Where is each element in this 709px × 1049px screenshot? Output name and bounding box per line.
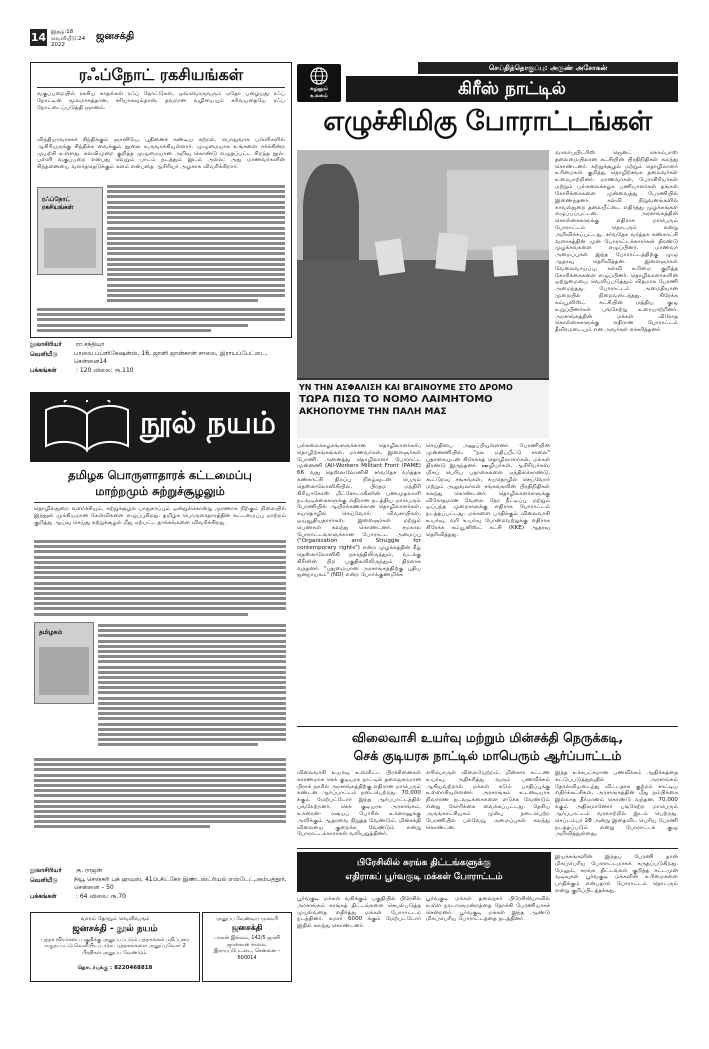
ad-left-title: ஜனசக்தி - நூல் நயம் — [72, 924, 158, 934]
photo-banner-line-2: ΤΩΡΑ ΠΙΣΩ ΤΟ ΝΟΜΟ ΛΑΙΜΗΤΟΜΟ — [299, 394, 493, 405]
globe-icon — [309, 66, 329, 86]
column-logo — [297, 64, 341, 102]
ad-left-text: புத்தக விமர்சனப் பகுதிக்கு அனுப்பப்படும் புத்தகங்கள் மதிப்புரை எழுதப்பட்டு வெளியிடப்படும். புத்தகங்களை அனுப்புவோர் 2 பிரதிகள் அனுப்ப வேண்டும். — [40, 937, 189, 956]
book2-body: தொழில்துறை வளர்ச்சியும், சுற்றுச்சூழல் பாதுகாப்பும் ஒன்றுக்கொன்று முரணாக நிற்கும் நிலையில் இந்நூல் முக்கியமான கேள்விகளை எழுப்புகிறது. தமிழக பொருளாதாரத்தின் கட்டமைப்பு மாற்றம் குறித்து ஆய்வு செய்து சுற்றுச்சூழல் மீது ஏற்பட்ட தாக்கங்களை விவரிக்கிறது. — [34, 506, 286, 526]
book2-publisher: நியூ செஞ்சுரி புக் ஹவுஸ், 41பி,சிட்கோ இண்டஸ்ட்ரியல் எஸ்டேட்,அம்பத்தூர், சென்னை – 50 — [74, 876, 287, 891]
ad-right-title: ஜனசக்தி — [231, 923, 263, 932]
photo-banner-line-1: ΥΝ ΤΗΝ ΑΣΦΑΛΙΣΗ ΚΑΙ ΒΓΑΙΝΟΥΜΕ ΣΤΟ ΔΡΟΜΟ — [299, 383, 513, 392]
book1-pages-price: : 120 விலை: ரூ.110 — [75, 367, 134, 374]
book2-pages-label: பக்கங்கள் — [30, 893, 57, 900]
book2-title-rule — [34, 502, 286, 503]
ad-left — [30, 912, 200, 982]
book1-publisher-label: வெளியீடு — [30, 351, 58, 358]
main-story-col1: பல்கலைக்கழகங்களுக்கான தொழிலாளர்கள், தொழிற்சங்கங்கள், மாணவர்கள், இளைஞர்கள் பேரணி. அனைத்து தொழிலாளர் போராட்ட முன்னணி (All-Workers Militant Front (PAME) 66 வது தெஸ்ஸலோனிகி சர்வதேச வர்த்தக கண்காட்சி திறப்பு நிகழ்வுடன் பெரும் தெஸ்ஸலோனிகியில், பிரதம மந்திரி கிரியாகோஸ் மிட்சோடாகிஸின் பணமுதலாளி நடவடிக்கைகளுக்கு எதிரான நடத்திய மாபெரும் பேரணியில் ஆயிரக்கணக்கான தொழிலாளர்கள், சுயதொழில் செய்வோர், விவசாயிகள், ஓய்வூதியதாரர்கள், இளைஞர்கள் மற்றும் பெண்கள் கலந்து கொண்டனர். சமகால போராட்டங்களுக்கான போராட்ட அமைப்பு ("Organization and Struggle for contemporary rights") என்ற முழக்கத்தின் கீழ் தெஸ்ஸலோனிகி நகரத்திலிருந்தும், வடக்கு கிரீஸின் பிற பகுதிகளிலிருந்தும் திரளாக வந்தனர். "புதுமையான அரசாங்கத்திற்கு புதிய ஜனநாயகம்" (ND) என்ற போர்க்குணமிக்க — [297, 443, 421, 579]
logo-line-2: உலகம் — [310, 93, 328, 99]
ad-right-address: பாலன் இல்லம், 142/5 ஜானி ஜான்கான் சாலை, இராயப்பேட்டை, சென்னை – 600014 — [213, 935, 281, 961]
book1-cover-image — [37, 187, 103, 275]
book1-author-label: நூலாசிரியர் — [30, 341, 62, 348]
issue-line-1: இதழ்:18 — [51, 29, 74, 35]
photo-banner — [297, 378, 549, 438]
protest-photo — [297, 150, 549, 438]
story3-col3: இயக்கங்களின் இந்தப் பேரணி தான் மிகப்பெரிய போராட்டமாகக் கருதப்படுகிறது. மேலும், சுரங்க திட்டங்கள் குறித்த சட்டமுன் வடிவுகள் பூர்வகுடி மக்களின் உரிமைகளை பாதிக்கும் என்பதால் போராட்டம் தொடரும் என்று குறிப்பிடத்தக்கது. — [555, 854, 678, 895]
book2-pages-row — [30, 892, 290, 902]
book2-cover-title: தமிழகம் — [39, 629, 63, 636]
book2-cover-image — [34, 622, 94, 704]
book2-publisher-row — [30, 876, 290, 892]
story3-col1: பூர்வகுடி மக்கள் வசிக்கும் பகுதியில் பிரேசில் அரசாங்கம் சுரங்கத் திட்டங்களை செயல்படுத்த முயல்வதை எதிர்த்து மக்கள் போராட்டம் நடத்தினர். சுமார் 6000 க்கும் மேற்பட்டோர் இதில் கலந்து கொண்டனர். — [297, 896, 421, 930]
book1-box — [30, 62, 292, 338]
main-story-col2: செய்தியை அனுப்பியுள்ளனர். பேரணியின் முன்னணியில், "நல மதிப்பீட்டு சாலை" பதாகையுடன் கிரேக்கத் தொழிலாளர்கள், மக்கள் திரண்டு இருந்தனர். ஊழியர்கள், ஆசிரியர்கள், மிகப் பெரிய பதாகைகளை ஏந்திக்கொண்டு, கூட்டுறவு சங்கங்கள், சுயதொழில் செய்வோர் மற்றும் அலுவலர்கள் சங்கங்களின் பிரதிநிதிகள் கலந்து கொண்டனர். தொழிலாளர்களுக்கு விரோதமான வேலை நேர நீட்டிப்பு மற்றும் ஒப்பந்த முறைகளுக்கு எதிராக போராட்டம் நடத்தப்பட்டது. மக்களை பாதிக்கும் விலைவாசி உயர்வு, வரி உயர்வு போன்றவற்றுக்கு எதிராக கிரேக்க கம்யூனிஸ்ட் கட்சி (KKE) ஆதரவு தெரிவித்தது. — [426, 443, 550, 538]
section-banner-title: நூல் நயம் — [140, 406, 276, 441]
ad-right-title-top: அனுப்ப வேண்டிய முகவரி — [215, 916, 279, 922]
ad-left-title-top: வாரம் தோறும் வெளிவரும் — [80, 916, 150, 922]
book1-body: விந்தியாவாசகச் சிந்திக்கும் ஞானியே, புதினைச் சுண்டிய கற்றல், பொதுவாக பள்ளிகளில் ஆசிரியருக்கு சிந்திக்க வைக்கும் நூலை உருவாக்கியுள்ளார். முழுமையாக உங்களை ஈர்க்கின்ற முயற்சி உள்ளது. கல்விமுறை குறித்த முழுமையான அறிவு கொண்டு எழுதப்பட்ட சிறந்த நூல். பள்ளி வகுப்பறை என்பது வெறும் பாடம் நடத்தும் இடம் அல்ல; அது மாணவர்களின் சிந்தனையை வளர்த்தெடுக்கும் களம் என்பதை ஆசிரியர் அழகாக விவரிக்கிறார். — [37, 137, 285, 171]
book1-publisher-row — [30, 350, 290, 366]
book2-pages-price: : 64 விலை: ரூ.70 — [75, 893, 126, 900]
book1-intro: வகுப்பறையில் ரகசிய காதல்கள் ரஃப் நோட்டுகள், ஒவ்வொருவரும் ஏதோ பழையது ரஃப் நோட்டின் மூலமாகத்தான், சரியாகவும்தான், தவறான வழியையும் சரிவயதையே ரஃப் நோட்டைப்படுத்தி ஞானம். — [37, 91, 285, 111]
book1-author: ரா.சந்தியா — [75, 341, 105, 348]
story2-headline-line-2: செக் குடியரசு நாட்டில் மாபெரும் ஆர்ப்பாட்டம் — [353, 748, 622, 763]
main-story-bottom-rule — [297, 726, 678, 727]
open-book-icon — [42, 400, 132, 454]
photo-flag-3 — [492, 245, 518, 277]
book1-pages-row — [30, 366, 290, 376]
book2-box — [30, 466, 290, 906]
story3-col2: பூர்வகுடி மக்கள் தலைநகர் பிரேசிலியாவில் உள்ள நாடாளுமன்றத்தை நோக்கி பேரணியாகச் சென்றனர். பூர்வகுடி மக்கள் இந்த ஆண்டு மிகப்பெரிய போராட்டத்தை நடத்தினர். — [426, 896, 550, 923]
book1-cover-title: ரஃப்நோட் ரகசியங்கள் — [42, 196, 74, 211]
story2-col3: இந்த உச்சபட்சமான பணவீக்கம் ஆதிக்கத்தை கட்டுப்படுத்துவதில் அரசாங்கம் தோல்வியடைந்து விட்டதாக குற்றம் சாட்டிய எதிர்க்கட்சிகள், அரசாங்கத்தின் மீது நம்பிக்கை இல்லாத தீர்மானம் கொண்டு வந்தன. 70,000 க்கும் அதிகமானோர் பங்கேற்ற மாபெரும் ஆர்ப்பாட்டம் வரலாற்றில் இடம் பெற்றது. செப்டம்பர் 28 அன்று இதைவிட பெரிய பேரணி நடத்தப்படும் என்று போராட்டக் குழு அறிவித்துள்ளது. — [555, 770, 678, 838]
book2-cover-art — [39, 647, 89, 695]
photo-banner-line-3: ΑΚΗΟΠΟΥΜΕ ΤΗΝ ΠΑΛΗ ΜΑΣ — [299, 407, 447, 417]
logo-line-1: சுழலும் — [309, 86, 329, 92]
book2-body-text-block-2 — [98, 624, 286, 756]
book1-title: ரஃப்நோட் ரகசியங்கள் — [78, 65, 244, 84]
ad-left-phone: தொடர்புக்கு : 8220468818 — [77, 965, 153, 971]
story3-headline-line-1: பிரேசிலில் சுரங்க திட்டங்களுக்கு — [356, 858, 491, 868]
main-story-tag: செய்தித்தொகுப்பு: அருண் அசோகன் — [418, 62, 678, 74]
section-banner — [30, 392, 290, 462]
photo-flag-1 — [375, 238, 405, 275]
book1-pages-label: பக்கங்கள் — [30, 367, 57, 374]
story3-headline-box — [297, 852, 551, 892]
book1-author-row — [30, 340, 290, 350]
book1-body-text-block-2 — [37, 308, 285, 334]
book2-title-line-1: தமிழக பொருளாதாரக் கட்டமைப்பு — [68, 468, 252, 482]
issue-line-2: வெளியீடு:24 — [51, 35, 86, 42]
story2-bottom-rule — [297, 848, 678, 849]
story3-headline-line-2: எதிராகப் பூர்வகுடி மக்கள் போராட்டம் — [345, 872, 503, 882]
main-kicker: கிரீஸ் நாட்டில் — [458, 79, 566, 99]
magazine-name: ஜனசக்தி — [96, 31, 135, 42]
book2-body-text-block — [34, 540, 286, 620]
main-story-col3: வாலர்புயிட்ரிஸ் ஜெனட் கொம்பாஸ் தலைமையிலான கட்சியின் பிரதிநிதிகள் கலந்து கொண்டனர். சுற்றுச்சூழல் மற்றும் தொழிலாளர் உரிமைகள் குறித்து தொழிற்சங்க தலைவர்கள் உரையாற்றினர். மாணவர்கள், பேராசிரியர்கள் மற்றும் பல்கலைக்கழக பணியாளர்கள் தங்கள் கோரிக்கைகளை முன்வைத்து பேரணியில் இணைந்தனர். கல்வி நிறுவனங்களில் காவல்துறை தலையீட்டை எதிர்த்து முழக்கங்கள் எழுப்பப்பட்டன. அரசாங்கத்தின் கொள்கைகளுக்கு எதிராக மாபெரும் போராட்டம் தொடரும் என்று அறிவிக்கப்பட்டது. சர்வதேச வர்த்தக கண்காட்சி வளாகத்தின் முன் போராட்டக்காரர்கள் திரண்டு முழக்கங்களை எழுப்பினர். மாணவர் அமைப்புகள் இந்த போராட்டத்திற்கு முழு ஆதரவு தெரிவித்தன. இளைஞர்கள் வேலைவாய்ப்பு, கல்வி உரிமை குறித்த கோரிக்கைகளை எழுப்பினர். தொழிலாளர்களின் ஒற்றுமையை வெளிப்படுத்தும் விதமாக பேரணி அமைந்தது. போராட்டம் அமைதியான முறையில் நிறைவடைந்தது. கிரேக்க கம்யூனிஸ்ட் கட்சியின் மத்திய குழு உறுப்பினர்கள் பங்கேற்று உரையாற்றினர். அரசாங்கத்தின் மக்கள் விரோத கொள்கைகளுக்கு எதிரான போராட்டம் தீவிரமடையும் என அவர்கள் எச்சரித்தனர். — [555, 150, 678, 334]
book2-author: கு. ராஜன் — [75, 867, 103, 874]
photo-crowd — [297, 260, 549, 380]
book1-body-text-block — [107, 185, 285, 305]
ad-right — [202, 912, 292, 982]
book2-publisher-label: வெளியீடு — [30, 877, 58, 884]
book1-publisher: பாவை பப்ளிகேஷன்ஸ், 16, ஜானி ஜான்கான் சாலை, இராயப்பேட்டை, சென்னை14 — [74, 350, 268, 365]
page-header — [30, 29, 290, 49]
issue-year: 2022 — [51, 42, 65, 48]
main-headline: எழுச்சிமிகு போராட்டங்கள் — [323, 106, 652, 137]
book1-cover-art — [44, 228, 96, 268]
main-kicker-bar — [346, 76, 678, 102]
book2-author-row — [30, 866, 290, 876]
book2-title-line-2: மாற்றமும் சுற்றுச்சூழலும் — [95, 484, 225, 498]
book1-title-rule — [37, 87, 285, 88]
book2-details — [30, 866, 290, 910]
story2-col2: எரிபொருள் விலையேற்றம், மின்சார கட்டண உயர்வு, அதிகரித்து வரும் பணவீக்கம் ஆகியவற்றால் மக்கள் கடும் பாதிப்புக்கு உள்ளாகியுள்ளனர். அரசாங்கம் உடனடியாக நிவாரண நடவடிக்கைகளை எடுக்க வேண்டும் என்று கோரிக்கை வைக்கப்பட்டது. தேசிய அருங்காட்சியகம் முன்பு நடைபெற்ற பேரணியில் பல்வேறு அமைப்புகள் கலந்து கொண்டன. — [426, 770, 550, 831]
photo-tree — [303, 164, 359, 274]
page-number: 14 — [30, 31, 47, 44]
book2-author-label: நூலாசிரியர் — [30, 867, 62, 874]
story2-headline-line-1: விலைவாசி உயர்வு மற்றும் மின்சக்தி நெருக்கடி, — [351, 730, 624, 745]
issue-info — [51, 29, 85, 49]
photo-flag-2 — [435, 233, 469, 272]
story2-col1: விலைவாசி உயர்வு உள்ளிட்ட பிரச்சினைகள் காரணமாக செக் குடியரசு நாட்டில் தலைநகரமான பிராக் நகரில் அரசாங்கத்திற்கு எதிரான மாபெரும் கண்டன ஆர்ப்பாட்டம் நடைபெற்றது. 70,000 க்கும் மேற்பட்டோர் இந்த ஆர்ப்பாட்டத்தில் பங்கேற்றனர். செக் குடியரசு அரசாங்கம், உக்ரைன்- ரஷ்யப் போரில் உக்ரைனுக்கு அளிக்கும் ஆதரவை நிறுத்த வேண்டும், மின்சக்தி விலையை குறைக்க வேண்டும் என்று போராட்டக்காரர்கள் வலியுறுத்தினர். — [297, 770, 421, 838]
book1-details — [30, 340, 290, 392]
book2-body-text-block-3 — [34, 758, 286, 838]
